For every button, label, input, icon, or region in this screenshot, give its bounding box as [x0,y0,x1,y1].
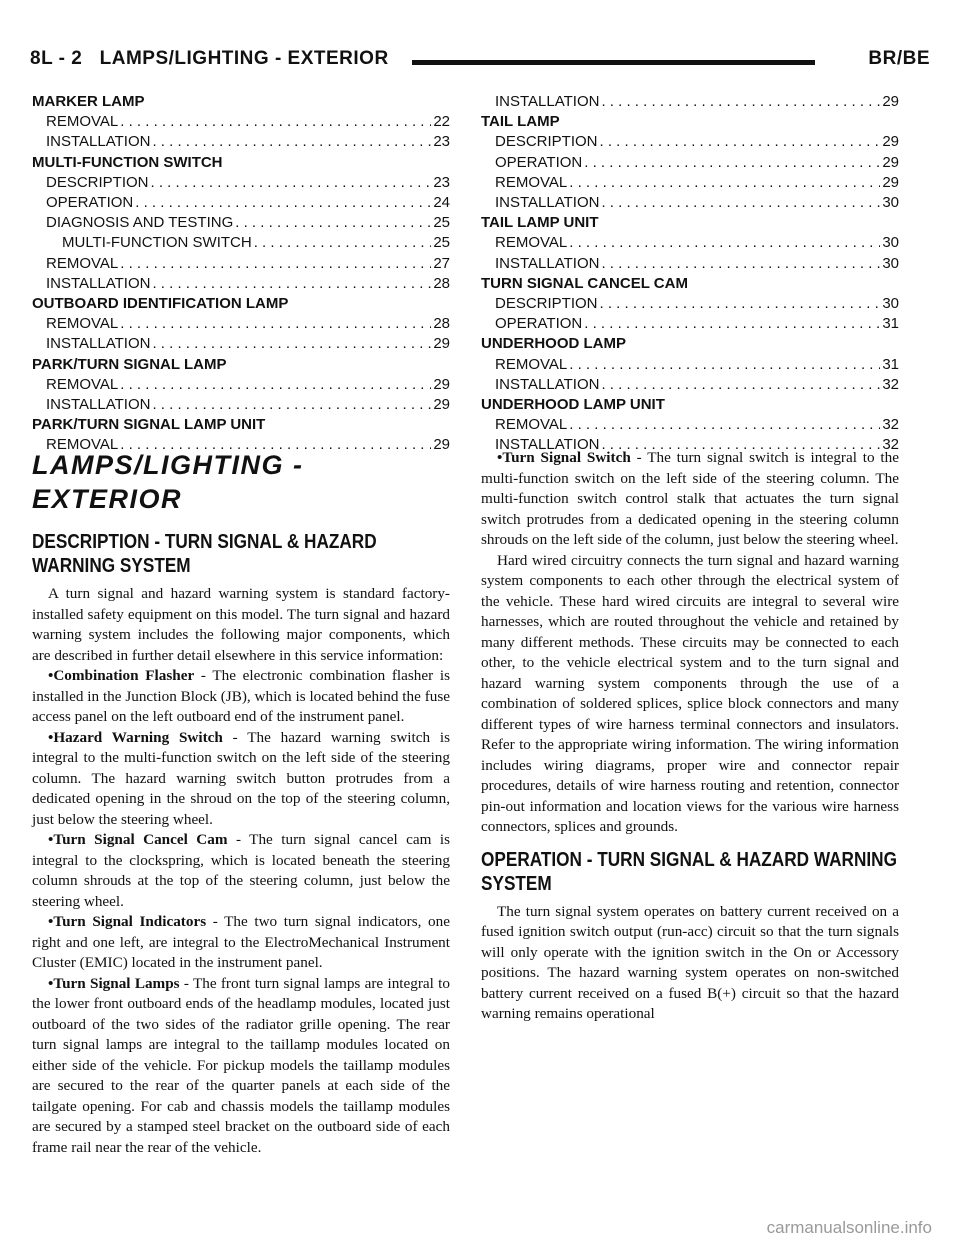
toc-entry[interactable] [32,193,450,213]
toc-entry-label: REMOVAL [46,254,119,272]
toc-entry[interactable] [481,233,899,253]
toc-entry-page: 25 [433,234,450,252]
model-code: BR/BE [868,48,930,69]
toc-entry-page: 30 [882,254,899,272]
toc-entry-label: REMOVAL [46,436,119,454]
toc-leader-dots [569,173,880,193]
toc-entry-label: DESCRIPTION [46,173,149,191]
section-number: 8L - 2 [30,48,83,69]
toc-entry-page: 32 [882,436,899,454]
toc-entry-label: REMOVAL [46,113,119,131]
chapter-title: LAMPS/LIGHTING - EXTERIOR [99,48,389,69]
toc-right-column [481,92,899,456]
toc-entry-label: INSTALLATION [46,133,151,151]
toc-entry-page: 32 [882,416,899,434]
toc-leader-dots [120,375,431,395]
toc-entry-page: 29 [433,375,450,393]
toc-entry-label: OPERATION [495,153,583,171]
toc-group-heading: OUTBOARD IDENTIFICATION LAMP [32,295,289,313]
toc-entry[interactable] [481,375,899,395]
toc-group-heading: TAIL LAMP UNIT [481,214,599,232]
toc-entry-label: INSTALLATION [495,436,600,454]
bullet-combination-flasher: •Combination Flasher - The electronic combination flasher is installed in the Junction Block (JB), which is located behind the fuse access panel on the left outboard end of the instrument panel. [32,667,451,725]
toc-entry[interactable] [32,375,450,395]
page-header [30,48,930,78]
toc-entry-page: 29 [433,396,450,414]
toc-group-heading: TAIL LAMP [481,113,560,131]
bullet-hazard-warning-switch: •Hazard Warning Switch - The hazard warning switch is integral to the multi-function switch on the left side of the steering column. The hazard warning switch button protrudes from a dedicated opening in the shroud on the top of the steering column, just below the steering wheel. [32,728,450,828]
toc-entry[interactable] [32,213,450,233]
toc-entry[interactable] [32,233,450,253]
toc-entry-page: 29 [882,153,899,171]
toc-entry-page: 32 [882,375,899,393]
toc-entry-page: 31 [882,355,899,373]
toc-entry[interactable] [32,334,450,354]
toc-entry-page: 31 [882,315,899,333]
toc-leader-dots [601,193,880,213]
toc-entry-label: DIAGNOSIS AND TESTING [46,214,234,232]
toc-entry-page: 28 [433,274,450,292]
toc-entry-page: 29 [433,436,450,454]
toc-leader-dots [152,274,431,294]
toc-leader-dots [569,355,880,375]
toc-group-heading: PARK/TURN SIGNAL LAMP UNIT [32,416,266,434]
toc-entry-label: INSTALLATION [46,396,151,414]
toc-leader-dots [151,173,432,193]
toc-leader-dots [235,213,431,233]
toc-entry[interactable] [32,173,450,193]
toc-leader-dots [135,193,431,213]
toc-entry[interactable] [481,355,899,375]
toc-group-heading: TURN SIGNAL CANCEL CAM [481,274,688,292]
toc-group-heading: PARK/TURN SIGNAL LAMP [32,355,227,373]
toc-leader-dots [120,314,431,334]
operation-text: The turn signal system operates on battery current received on a fused ignition switch output (run-acc) circuit so that the turn signals will only operate with the ignition switch in the On or Accessory positions. The hazard warning system operates on non-switched battery current received on a fused B(+) circuit so that the hazard warning remains operational [481,902,899,1022]
toc-entry-label: DESCRIPTION [495,133,598,151]
toc-leader-dots [584,153,880,173]
toc-entry[interactable] [481,153,899,173]
toc-entry-label: MULTI-FUNCTION SWITCH [62,234,252,252]
toc-entry[interactable] [481,314,899,334]
toc-entry-page: 30 [882,194,899,212]
toc-entry-page: 29 [882,173,899,191]
toc-entry-label: OPERATION [46,194,134,212]
toc-leader-dots [600,294,881,314]
description-closing: Hard wired circuitry connects the turn signal and hazard warning system components to each other through the electrical system of the vehicle. These hard wired circuits are integral to several wire harnesses, which are routed throughout the vehicle and retained by many different methods. These circuits may be connected to each other, to the vehicle electrical system and to the turn signal and hazard warning system components through the use of a combination of soldered splices, splice block connectors and many different types of wire harness terminal connectors and insulators. Refer to the appropriate wiring information. The wiring information includes wiring diagrams, proper wire and connector repair procedures, details of wire harness routing and retention, connector pin-out information and location views for the various wire harness connectors, splices and grounds. [481,551,899,835]
toc-leader-dots [569,233,880,253]
toc-entry[interactable] [481,132,899,152]
toc-entry[interactable] [481,193,899,213]
bullet-turn-signal-indicators: •Turn Signal Indicators - The two turn signal indicators, one right and one left, are integral to the ElectroMechanical Instrument Cluster (EMIC) located in the instrument panel. [32,913,450,971]
toc-entry[interactable] [32,395,450,415]
bullet-turn-signal-switch: •Turn Signal Switch - The turn signal switch is integral to the multi-function switch on the left side of the steering column. The multi-function switch control stalk that actuates the turn signal switch protrudes from a dedicated opening in the steering column shrouds on the left side of the column, just below the steering wheel. [481,449,899,548]
toc-entry-label: INSTALLATION [46,274,151,292]
page-section-title [30,48,389,70]
toc-entry-page: 29 [882,133,899,151]
toc-entry-page: 27 [433,254,450,272]
toc-entry-label: REMOVAL [495,173,568,191]
toc-leader-dots [152,395,431,415]
toc-entry-page: 30 [882,295,899,313]
toc-entry-label: DESCRIPTION [495,295,598,313]
body-right-column [481,448,899,1025]
operation-heading: OPERATION - TURN SIGNAL & HAZARD WARNING SYSTEM [481,848,897,895]
toc-entry[interactable] [481,254,899,274]
toc-entry-page: 30 [882,234,899,252]
toc-group-heading: UNDERHOOD LAMP [481,335,626,353]
toc-entry-page: 23 [433,173,450,191]
toc-leader-dots [601,92,880,112]
toc-leader-dots [254,233,432,253]
toc-entry-label: REMOVAL [495,234,568,252]
toc-entry[interactable] [32,132,450,152]
toc-entry-label: INSTALLATION [495,375,600,393]
toc-entry[interactable] [481,173,899,193]
watermark: carmanualsonline.info [766,1218,932,1237]
description-intro: A turn signal and hazard warning system is standard factory-installed safety equipment on this model. The turn signal and hazard warning system includes the following major components, which are described in further detail elsewhere in this service information: [32,585,450,664]
toc-entry-page: 22 [433,113,450,131]
toc-entry-page: 28 [433,315,450,333]
toc-leader-dots [120,254,431,274]
toc-group-heading: MULTI-FUNCTION SWITCH [32,153,223,171]
toc-entry-label: REMOVAL [46,315,119,333]
toc-entry-label: REMOVAL [495,416,568,434]
toc-entry[interactable] [481,294,899,314]
toc-entry[interactable] [481,415,899,435]
toc-entry[interactable] [32,314,450,334]
toc-entry-page: 29 [882,93,899,110]
toc-leader-dots [152,132,431,152]
toc-entry[interactable] [32,254,450,274]
toc-left-column [32,92,450,456]
toc-leader-dots [120,112,431,132]
body-left-column [32,448,450,1158]
toc-group-heading: UNDERHOOD LAMP UNIT [481,396,665,414]
toc-entry-label: REMOVAL [46,375,119,393]
toc-entry-label: REMOVAL [495,355,568,373]
toc-leader-dots [152,334,431,354]
toc-entry-label: OPERATION [495,315,583,333]
toc-entry-page: 24 [433,194,450,212]
description-heading: DESCRIPTION - TURN SIGNAL & HAZARD WARNING SYSTEM [32,531,377,577]
toc-group-heading: MARKER LAMP [32,93,145,110]
toc-entry-page: 29 [433,335,450,353]
header-rule [412,60,815,65]
toc-entry[interactable] [481,92,899,112]
toc-entry-page: 23 [433,133,450,151]
toc-leader-dots [601,375,880,395]
toc-leader-dots [601,254,880,274]
toc-entry-page: 25 [433,214,450,232]
toc-entry[interactable] [32,274,450,294]
bullet-turn-signal-cancel-cam: •Turn Signal Cancel Cam - The turn signal cancel cam is integral to the clockspring, which is located beneath the steering column shrouds at the top of the steering column, just below the steering wheel. [32,831,451,910]
toc-leader-dots [600,132,881,152]
toc-entry-label: INSTALLATION [495,93,600,110]
toc-leader-dots [569,415,880,435]
main-title: LAMPS/LIGHTING - EXTERIOR [32,450,304,514]
bullet-turn-signal-lamps: •Turn Signal Lamps - The front turn signal lamps are integral to the lower front outboard ends of the headlamp modules, located just outboard of the two sides of the radiator grille opening. The rear turn signal lamps are integral to the taillamp modules located on either side of the vehicle. For pickup models the taillamp modules are secured to the rear of the quarter panels at each side of the tailgate opening. For cab and chassis models the taillamp modules are secured by a stamped steel bracket on the outboard side of each frame rail near the rear of the vehicle. [32,974,450,1156]
toc-entry-label: INSTALLATION [46,335,151,353]
toc-entry-label: INSTALLATION [495,254,600,272]
toc-entry[interactable] [32,112,450,132]
toc-entry-label: INSTALLATION [495,194,600,212]
toc-leader-dots [584,314,880,334]
